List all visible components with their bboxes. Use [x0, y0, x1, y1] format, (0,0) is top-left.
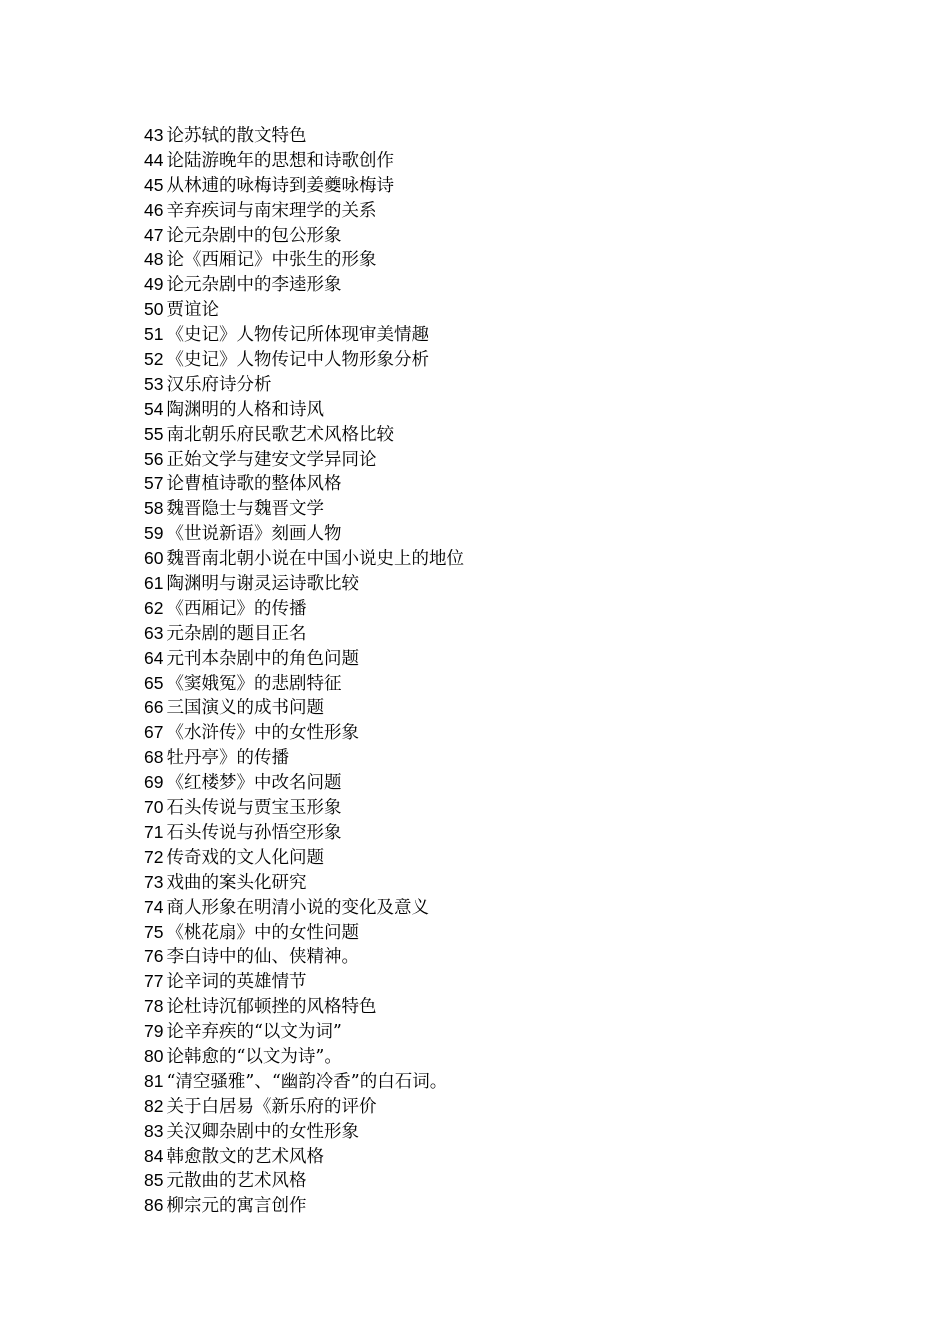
topic-item: [144, 1144, 464, 1169]
topic-title: 元散曲的艺术风格: [166, 1171, 307, 1192]
topic-item: [144, 845, 464, 870]
topic-item: [144, 571, 464, 596]
topic-title: 南北朝乐府民歌艺术风格比较: [166, 424, 394, 445]
topic-number: 64: [144, 647, 164, 668]
topic-title: 陶渊明与谢灵运诗歌比较: [166, 574, 359, 595]
topic-title: 贾谊论: [166, 300, 219, 321]
topic-item: [144, 422, 464, 447]
topic-title: 商人形象在明清小说的变化及意义: [166, 897, 429, 918]
topic-title: 《史记》人物传记所体现审美情趣: [166, 325, 429, 346]
topic-item: [144, 969, 464, 994]
topic-item: [144, 347, 464, 372]
topic-number: 83: [144, 1120, 164, 1141]
topic-item: [144, 870, 464, 895]
topic-number: 56: [144, 448, 164, 469]
topic-item: [144, 272, 464, 297]
topic-number: 49: [144, 274, 164, 295]
topic-number: 81: [144, 1070, 164, 1091]
topic-number: 43: [144, 125, 164, 145]
topic-number: 59: [144, 523, 164, 544]
topic-title: 《窦娥冤》的悲剧特征: [166, 673, 342, 694]
topic-number: 79: [144, 1021, 164, 1042]
topic-title: 《西厢记》的传播: [166, 598, 307, 619]
topic-title: 魏晋南北朝小说在中国小说史上的地位: [166, 549, 464, 570]
topic-title: 论苏轼的散文特色: [166, 126, 307, 146]
topic-title: 石头传说与贾宝玉形象: [166, 798, 342, 819]
topic-number: 85: [144, 1170, 164, 1191]
topic-item: [144, 173, 464, 198]
topic-number: 68: [144, 747, 164, 768]
topic-number: 57: [144, 473, 164, 494]
topic-number: 55: [144, 423, 164, 444]
topic-item: [144, 720, 464, 745]
topic-number: 67: [144, 722, 164, 743]
topic-number: 84: [144, 1145, 164, 1166]
topic-title: 石头传说与孙悟空形象: [166, 822, 342, 843]
topic-number: 75: [144, 921, 164, 942]
topic-item: [144, 123, 464, 148]
topic-number: 71: [144, 821, 164, 842]
topic-title: 从林逋的咏梅诗到姜夔咏梅诗: [166, 175, 394, 196]
topic-number: 73: [144, 871, 164, 892]
topic-title: 李白诗中的仙、侠精神。: [166, 947, 359, 968]
topic-number: 76: [144, 946, 164, 967]
topic-item: [144, 745, 464, 770]
topic-item: [144, 671, 464, 696]
topic-item: [144, 994, 464, 1019]
topic-title: 《水浒传》中的女性形象: [166, 723, 359, 744]
topic-item: [144, 372, 464, 397]
topic-title: 魏晋隐士与魏晋文学: [166, 499, 324, 520]
topic-title: 关汉卿杂剧中的女性形象: [166, 1121, 359, 1142]
topic-number: 70: [144, 797, 164, 818]
topic-title: 论曹植诗歌的整体风格: [166, 474, 342, 495]
topic-title: 论韩愈的“以文为诗”。: [166, 1046, 342, 1067]
topic-item: [144, 397, 464, 422]
topic-item: [144, 1044, 464, 1069]
topic-item: [144, 1193, 464, 1218]
topic-item: [144, 322, 464, 347]
topic-number: 46: [144, 199, 164, 220]
topic-title: 论《西厢记》中张生的形象: [166, 250, 377, 271]
topic-number: 51: [144, 324, 164, 345]
topic-item: [144, 1119, 464, 1144]
topic-item: [144, 1019, 464, 1044]
topic-title: 《史记》人物传记中人物形象分析: [166, 350, 429, 371]
topic-title: 正始文学与建安文学异同论: [166, 449, 377, 470]
topic-item: [144, 795, 464, 820]
topic-item: [144, 471, 464, 496]
topic-item: [144, 770, 464, 795]
topic-number: 52: [144, 349, 164, 370]
topic-item: [144, 820, 464, 845]
topic-title: 《红楼梦》中改名问题: [166, 773, 342, 794]
topic-title: 论陆游晚年的思想和诗歌创作: [166, 150, 394, 171]
topic-title: 戏曲的案头化研究: [166, 872, 307, 893]
topic-item: [144, 297, 464, 322]
topic-title: 陶渊明的人格和诗风: [166, 399, 324, 420]
topic-number: 86: [144, 1195, 164, 1216]
topic-title: 《世说新语》刻画人物: [166, 524, 342, 545]
topic-title: 辛弃疾词与南宋理学的关系: [166, 200, 377, 221]
topic-title: 元刊本杂剧中的角色问题: [166, 648, 359, 669]
topic-item: [144, 148, 464, 173]
topic-item: [144, 447, 464, 472]
topic-number: 66: [144, 697, 164, 718]
topic-item: [144, 695, 464, 720]
topic-title: 柳宗元的寓言创作: [166, 1196, 307, 1217]
topic-number: 82: [144, 1095, 164, 1116]
topic-number: 69: [144, 772, 164, 793]
topic-item: [144, 895, 464, 920]
topic-item: [144, 646, 464, 671]
topic-item: [144, 496, 464, 521]
topic-item: [144, 596, 464, 621]
topic-number: 78: [144, 996, 164, 1017]
topic-number: 72: [144, 846, 164, 867]
topic-number: 63: [144, 622, 164, 643]
topic-title: 论杜诗沉郁顿挫的风格特色: [166, 997, 377, 1018]
topic-number: 45: [144, 174, 164, 195]
topic-title: 论辛弃疾的“以文为词”: [166, 1022, 342, 1043]
topic-title: “清空骚雅”、“幽韵冷香”的白石词。: [166, 1071, 448, 1092]
topic-number: 48: [144, 249, 164, 270]
topic-number: 53: [144, 373, 164, 394]
topic-number: 62: [144, 597, 164, 618]
topic-number: 47: [144, 224, 164, 245]
topic-item: [144, 521, 464, 546]
topic-title: 牡丹亭》的传播: [166, 748, 289, 769]
topic-number: 58: [144, 498, 164, 519]
topic-number: 50: [144, 299, 164, 320]
topic-title: 论元杂剧中的包公形象: [166, 225, 342, 246]
topic-item: [144, 920, 464, 945]
topic-item: [144, 546, 464, 571]
topic-title: 元杂剧的题目正名: [166, 623, 307, 644]
topic-item: [144, 944, 464, 969]
topic-number: 61: [144, 573, 164, 594]
topic-title: 韩愈散文的艺术风格: [166, 1146, 324, 1167]
topic-item: [144, 1069, 464, 1094]
topic-list: [144, 123, 464, 1218]
topic-number: 65: [144, 672, 164, 693]
topic-number: 60: [144, 548, 164, 569]
topic-number: 74: [144, 896, 164, 917]
topic-item: [144, 621, 464, 646]
topic-number: 77: [144, 971, 164, 992]
topic-item: [144, 247, 464, 272]
topic-title: 论元杂剧中的李逵形象: [166, 275, 342, 296]
topic-title: 三国演义的成书问题: [166, 698, 324, 719]
topic-title: 传奇戏的文人化问题: [166, 847, 324, 868]
topic-title: 关于白居易《新乐府的评价: [166, 1096, 377, 1117]
topic-title: 论辛词的英雄情节: [166, 972, 307, 993]
topic-title: 《桃花扇》中的女性问题: [166, 922, 359, 943]
topic-number: 80: [144, 1045, 164, 1066]
topic-item: [144, 223, 464, 248]
topic-title: 汉乐府诗分析: [166, 374, 272, 395]
topic-item: [144, 1168, 464, 1193]
topic-number: 44: [144, 149, 164, 170]
topic-item: [144, 198, 464, 223]
topic-number: 54: [144, 398, 164, 419]
topic-item: [144, 1094, 464, 1119]
